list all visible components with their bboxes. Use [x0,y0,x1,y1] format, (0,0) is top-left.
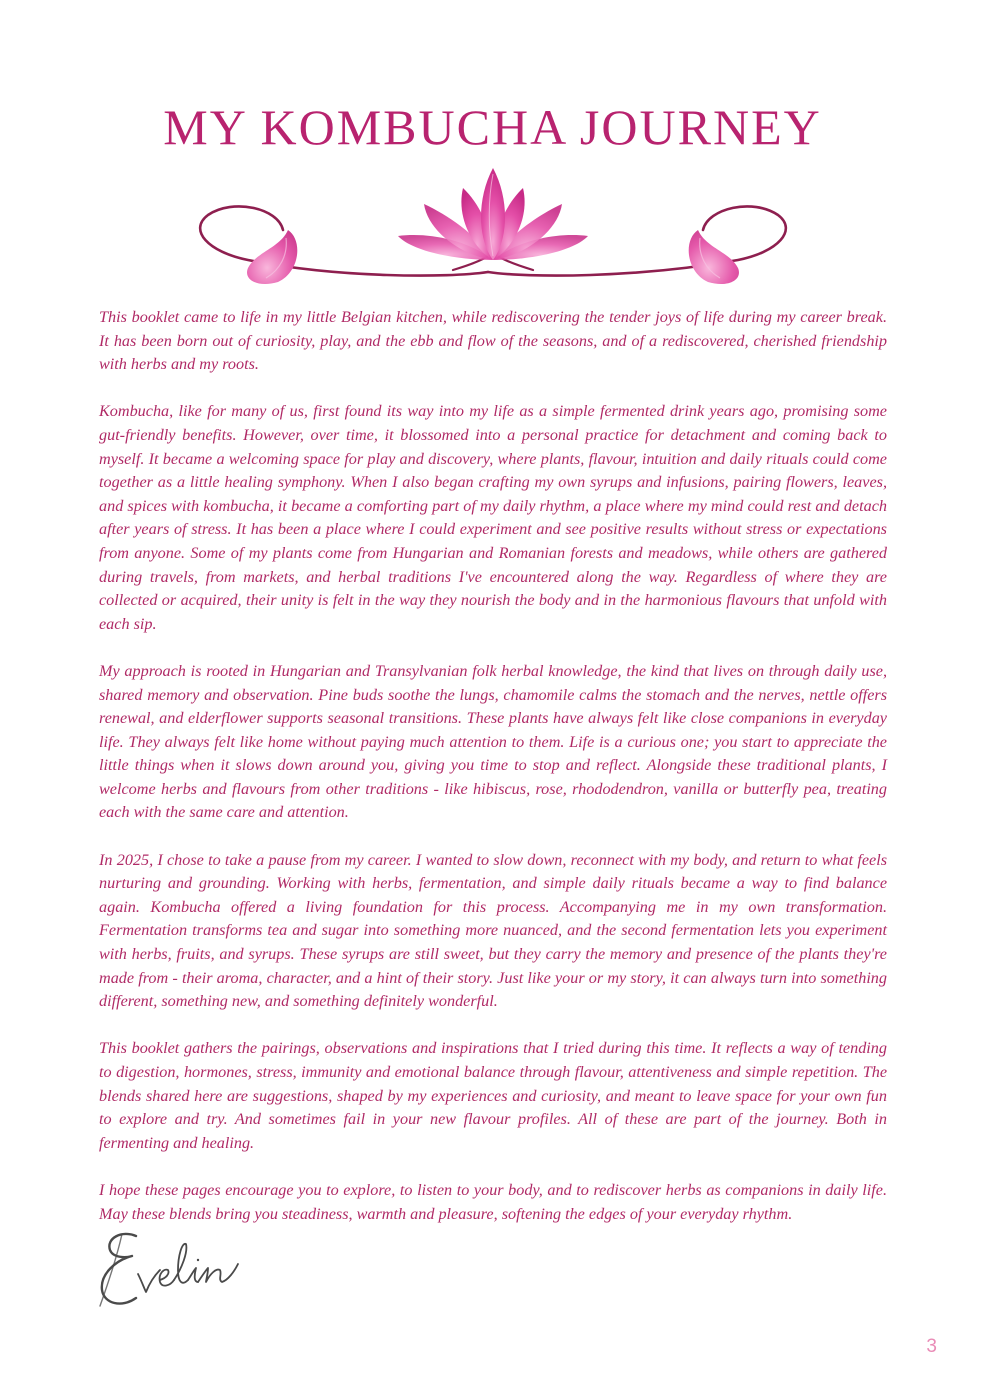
paragraph-3: My approach is rooted in Hungarian and Transylvanian folk herbal knowledge, the kind that lives on through daily use, shared memory and observation. Pine buds soothe the lungs, chamomile calms the stomach and the nerves, nettle offers renewal, and elderflower supports seasonal transitions. These plants have always felt like close companions in everyday life. They always felt like home without paying much attention to them. Life is a curious one; you start to appreciate the little things when it slows down around you, giving you time to stop and reflect. Alongside these traditional plants, I welcome herbs and flavours from other traditions - like hibiscus, rose, rhododendron, vanilla or butterfly pea, treating each with the same care and attention. [99,661,887,822]
intro-text [99,306,887,1250]
bud-right [689,230,739,284]
lotus-ornament [188,160,798,295]
page-title: MY KOMBUCHA JOURNEY [163,99,822,155]
signature-evelin [92,1222,242,1314]
page-number: 3 [926,1336,937,1357]
bud-left [247,230,297,284]
paragraph-6: I hope these pages encourage you to explore, to listen to your body, and to rediscover herbs as companions in daily life. May these blends bring you steadiness, warmth and pleasure, softening the edges of your everyday rhythm. [99,1180,887,1223]
paragraph-5: This booklet gathers the pairings, observations and inspirations that I tried during this time. It reflects a way of tending to digestion, hormones, stress, immunity and emotional balance through flavour, attentiveness and simple repetition. The blends shared here are suggestions, shaped by my experiences and curiosity, and meant to leave space for your own fun to explore and try. And sometimes fail in your new flavour profiles. All of these are part of the journey. Both in fermenting and healing. [99,1039,887,1152]
paragraph-2: Kombucha, like for many of us, first found its way into my life as a simple fermented drink years ago, promising some gut-friendly benefits. However, over time, it blossomed into a personal practice for detachment and coming back to myself. It became a welcoming space for play and discovery, where plants, flavour, intuition and daily rituals could come together as a little healing symphony. When I also began crafting my own syrups and infusions, pairing flowers, leaves, and spices with kombucha, it became a comforting part of my daily rhythm, a place where my mind could rest and detach after years of stress. It has been a place where I could experiment and see positive results without stress or expectations from anyone. Some of my plants come from Hungarian and Romanian forests and meadows, while others are gathered during travels, from markets, and herbal traditions I've encountered along the way. Regardless of where they are collected or acquired, their unity is felt in the way they nourish the body and in the harmonious flavours that unfold with each sip. [99,402,887,633]
paragraph-1: This booklet came to life in my little Belgian kitchen, while rediscovering the tender joys of life during my career break. It has been born out of curiosity, play, and the ebb and flow of the seasons, and of a rediscovered, cherished friendship with herbs and my roots. [99,308,887,374]
lotus-flower [398,168,588,260]
paragraph-4: In 2025, I chose to take a pause from my career. I wanted to slow down, reconnect with my body, and return to what feels nurturing and grounding. Working with herbs, fermentation, and simple daily rituals became a way to find balance again. Kombucha offered a living foundation for this process. Accompanying me in my own transformation. Fermentation transforms tea and sugar into something more nuanced, and the second fermentation lets you experiment with herbs, fruits, and syrups. These syrups are still sweet, but they carry the memory and presence of the plants they're made from - their aroma, character, and a hint of their story. Just like your or my story, it can always turn into something different, something new, and something definitely wonderful. [99,850,887,1011]
